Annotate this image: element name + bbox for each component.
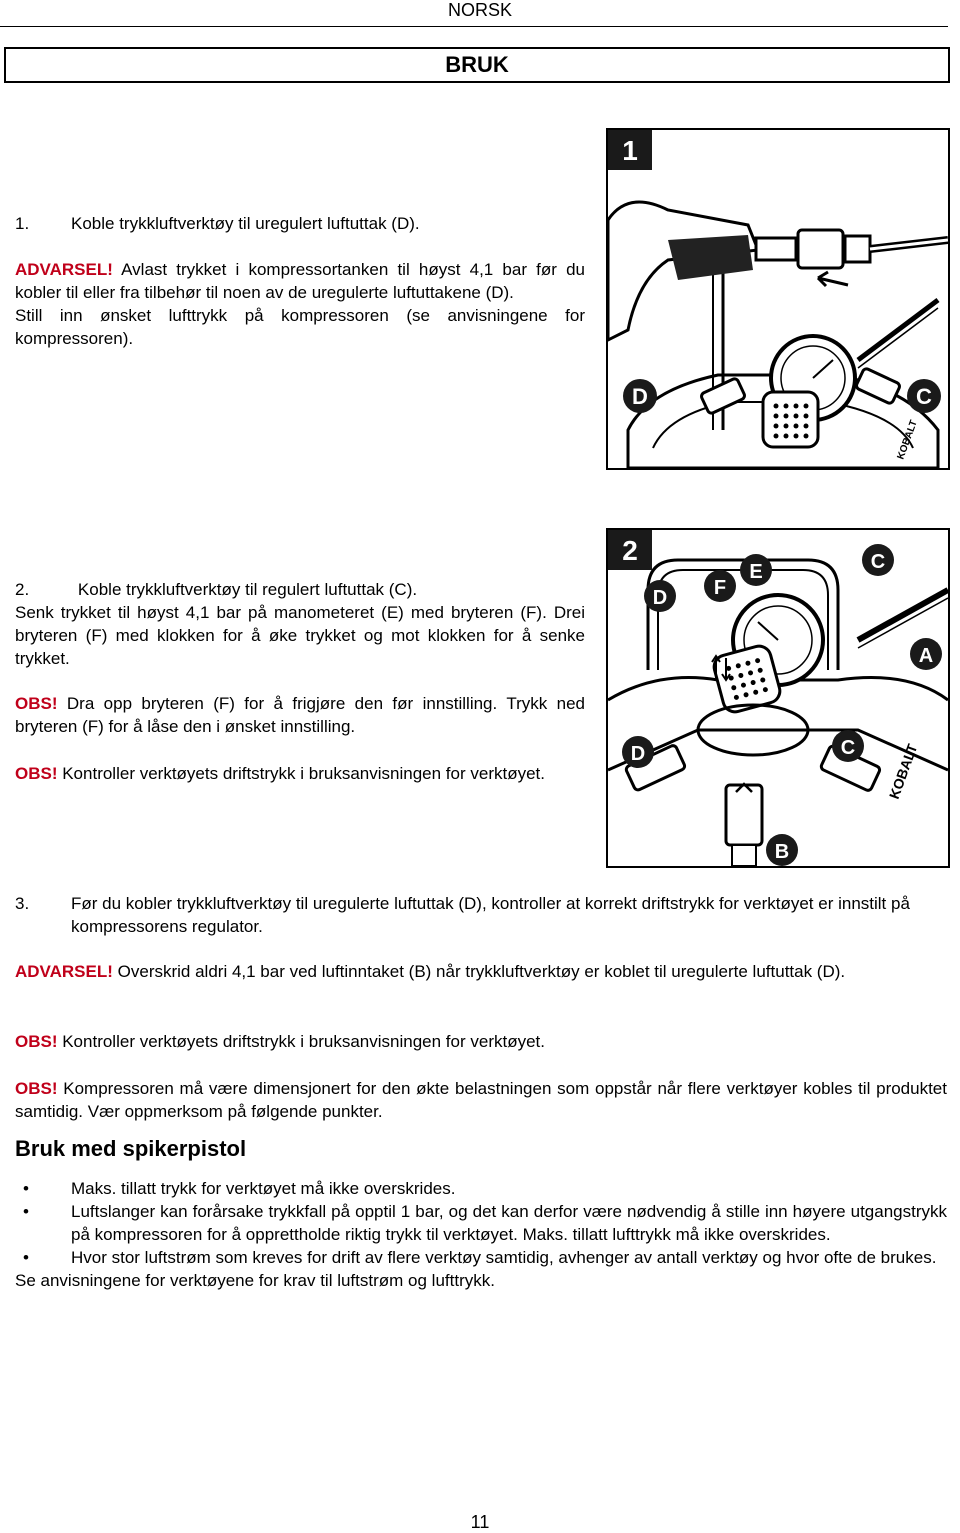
figure-2-label-b: B [774, 841, 790, 863]
figure-2-label-c-top: C [870, 551, 886, 573]
bullet-icon: • [23, 1202, 29, 1221]
figure-2-label-c-bottom: C [840, 737, 856, 759]
step1-extra: Still inn ønsket lufttrykk på kompressoren (se anvisningene for kompressoren). [15, 306, 585, 348]
step2-line1: Koble trykkluftverktøy til regulert luftuttak (C). [77, 580, 418, 599]
step3-obs1-text: Kontroller verktøyets driftstrykk i bruksanvisningen for verktøyet. [57, 1032, 545, 1051]
figure-2-label-d-top: D [652, 587, 668, 609]
step2-line2: Senk trykket til høyst 4,1 bar på manometeret (E) med bryteren (F). Drei bryteren (F) med klokken for å øke trykket og mot klokken for å senke trykket. [15, 603, 585, 668]
nailgun-heading: Bruk med spikerpistol [15, 1136, 247, 1161]
language-header: NORSK [447, 0, 512, 20]
step2-obs1 [15, 692, 585, 738]
step3-obs2-label: OBS! [15, 1079, 58, 1098]
nailgun-bullet-list [15, 1177, 947, 1292]
step2-obs2-text: Kontroller verktøyets driftstrykk i bruksanvisningen for verktøyet. [57, 764, 545, 783]
arrow-left-icon [818, 272, 848, 286]
step3-obs2 [15, 1077, 947, 1123]
section-title: BRUK [4, 47, 950, 83]
bullet-icon: • [23, 1248, 29, 1267]
figure-2-label-f: F [713, 577, 727, 599]
figure-2-illustration [606, 528, 950, 868]
step2-number: 2. [15, 580, 30, 599]
figure-2-brand: KOBALT [885, 741, 921, 802]
figure-1-illustration [606, 128, 950, 470]
list-item: • Luftslanger kan forårsake trykkfall på opptil 1 bar, og det kan derfor være nødvendig å stille inn høyere utgangstrykk på kompressoren for å opprettholde riktig trykk til verktøyet. Maks. tillatt lufttrykk må ikke overskrides. [23, 1202, 947, 1244]
header-divider [0, 26, 948, 27]
figure-1-brand: KOBALT [895, 418, 920, 462]
page-number: 11 [470, 1512, 490, 1532]
step3-number: 3. [15, 894, 30, 913]
figure-2-label-a: A [918, 645, 934, 667]
bullet-icon: • [23, 1179, 29, 1198]
step3-text: Før du kobler trykkluftverktøy til uregulerte luftuttak (D), kontroller at korrekt driftstrykk for verktøyet er innstilt på kompressorens regulator. [71, 894, 910, 936]
step2-instruction [15, 578, 585, 670]
step1-number: 1. [15, 214, 30, 233]
step1-text: Koble trykkluftverktøy til uregulert luftuttak (D). [71, 214, 420, 233]
step1-warning-label: ADVARSEL! [15, 260, 113, 279]
figure-1-label-c: C [916, 384, 932, 409]
step3-obs1-label: OBS! [15, 1032, 58, 1051]
figure-2-label-d-bottom: D [630, 743, 646, 765]
figure-1-number: 1 [622, 135, 638, 166]
nailgun-footer: Se anvisningene for verktøyene for krav til luftstrøm og lufttrykk. [15, 1271, 495, 1290]
figure-1-label-d: D [632, 384, 648, 409]
step3-obs1 [15, 1030, 947, 1053]
step1-warning-text: Avlast trykket i kompressortanken til høyst 4,1 bar før du kobler til eller fra tilbehør til noen av de uregulerte luftuttakene (D). [15, 260, 585, 302]
list-item: • Hvor stor luftstrøm som kreves for drift av flere verktøy samtidig, avhenger av antall verktøy og hvor ofte de brukes. [23, 1248, 937, 1267]
step1-warning [15, 258, 585, 350]
step2-obs1-label: OBS! [15, 694, 58, 713]
step3-instruction [15, 892, 960, 938]
figure-2-label-e: E [749, 561, 763, 583]
figure-2-number: 2 [622, 535, 638, 566]
step3-warning-label: ADVARSEL! [15, 962, 113, 981]
step3-obs2-text: Kompressoren må være dimensjonert for den økte belastningen som oppstår når flere verktøyer kobles til produktet samtidig. Vær oppmerksom på følgende punkter. [15, 1079, 947, 1121]
step2-obs1-text: Dra opp bryteren (F) for å frigjøre den før innstilling. Trykk ned bryteren (F) for å låse den i ønsket innstilling. [15, 694, 585, 736]
step2-obs2 [15, 762, 585, 785]
step3-warning-text: Overskrid aldri 4,1 bar ved luftinntaket (B) når trykkluftverktøy er koblet til uregulerte luftuttak (D). [112, 962, 846, 981]
step3-warning [15, 960, 947, 983]
list-item: • Maks. tillatt trykk for verktøyet må ikke overskrides. [23, 1179, 456, 1198]
step2-obs2-label: OBS! [15, 764, 58, 783]
step1-instruction [15, 212, 590, 235]
